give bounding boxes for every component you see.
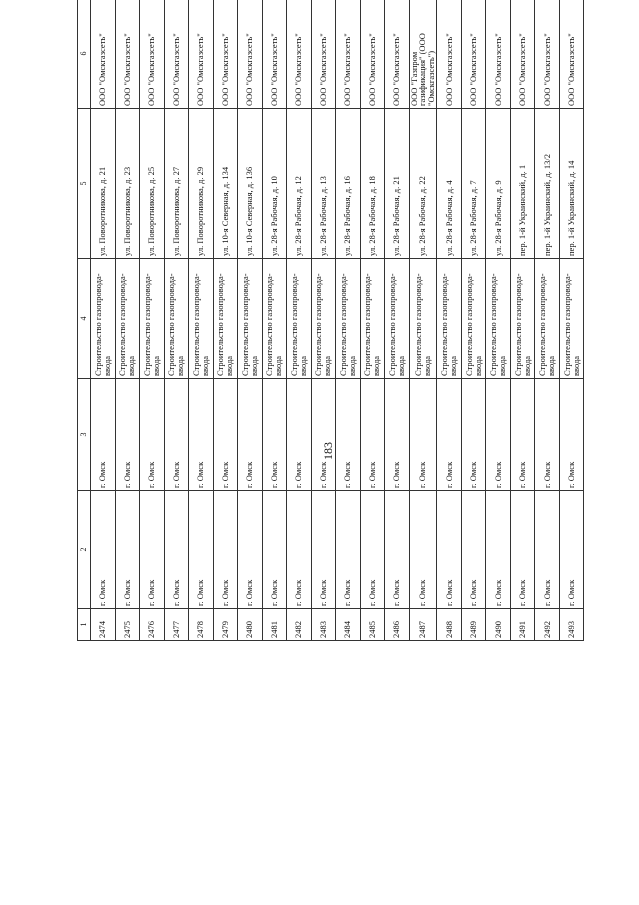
organization-cell: ООО "Омскгазсеть" [360,0,385,109]
city-cell: г. Омск [409,379,437,491]
row-number-cell: 2479 [213,609,238,641]
city-cell: г. Омск [535,379,560,491]
region-cell: г. Омск [115,491,140,609]
organization-cell: ООО "Омскгазсеть" [262,0,287,109]
column-header: 3 [78,379,91,491]
row-number-cell: 2490 [486,609,511,641]
row-number-cell: 2483 [311,609,336,641]
work-type-cell: Строительство газопровода-ввода [385,259,410,379]
organization-cell: ООО "Омскгазсеть" [238,0,263,109]
address-cell: ул. Поворотникова, д. 21 [91,109,116,259]
table-wrapper [77,0,615,641]
city-cell: г. Омск [336,379,361,491]
address-cell: ул. 28-я Рабочая, д. 18 [360,109,385,259]
address-cell: ул. Поворотникова, д. 25 [140,109,165,259]
region-cell: г. Омск [189,491,214,609]
region-cell: г. Омск [385,491,410,609]
address-cell: ул. 28-я Рабочая, д. 13 [311,109,336,259]
organization-cell: ООО "Омскгазсеть" [140,0,165,109]
organization-cell: ООО "Омскгазсеть" [287,0,312,109]
work-type-cell: Строительство газопровода-ввода [262,259,287,379]
column-header: 4 [78,259,91,379]
column-header: 5 [78,109,91,259]
row-number-cell: 2487 [409,609,437,641]
region-cell: г. Омск [164,491,189,609]
work-type-cell: Строительство газопровода-ввода [238,259,263,379]
city-cell: г. Омск [287,379,312,491]
row-number-cell: 2482 [287,609,312,641]
table-row [510,0,535,641]
table-row [437,0,462,641]
row-number-cell: 2484 [336,609,361,641]
row-number-cell: 2476 [140,609,165,641]
row-number-cell: 2488 [437,609,462,641]
organization-cell: ООО "Омскгазсеть" [164,0,189,109]
organization-cell: ООО "Омскгазсеть" [91,0,116,109]
work-type-cell: Строительство газопровода-ввода [189,259,214,379]
city-cell: г. Омск [140,379,165,491]
table-row [385,0,410,641]
city-cell: г. Омск [238,379,263,491]
row-number-cell: 2493 [559,609,584,641]
column-header: 1 [78,609,91,641]
region-cell: г. Омск [336,491,361,609]
work-type-cell: Строительство газопровода-ввода [409,259,437,379]
row-number-cell: 2474 [91,609,116,641]
row-number-cell: 2478 [189,609,214,641]
work-type-cell: Строительство газопровода-ввода [535,259,560,379]
row-number-cell: 2480 [238,609,263,641]
organization-cell: ООО "Омскгазсеть" [213,0,238,109]
table-row [535,0,560,641]
city-cell: г. Омск [360,379,385,491]
row-number-cell: 2492 [535,609,560,641]
address-cell: ул. Поворотникова, д. 29 [189,109,214,259]
work-type-cell: Строительство газопровода-ввода [360,259,385,379]
rotated-table-area [77,33,615,832]
region-cell: г. Омск [461,491,486,609]
city-cell: г. Омск [559,379,584,491]
city-cell: г. Омск [385,379,410,491]
gasification-table [77,0,584,641]
table-row [91,0,116,641]
table-row [461,0,486,641]
city-cell: г. Омск [437,379,462,491]
table-row [140,0,165,641]
work-type-cell: Строительство газопровода-ввода [336,259,361,379]
table-row [486,0,511,641]
table-row [164,0,189,641]
work-type-cell: Строительство газопровода-ввода [164,259,189,379]
city-cell: г. Омск [510,379,535,491]
table-row [311,0,336,641]
city-cell: г. Омск [213,379,238,491]
address-cell: ул. 28-я Рабочая, д. 12 [287,109,312,259]
row-number-cell: 2481 [262,609,287,641]
table-row [213,0,238,641]
region-cell: г. Омск [140,491,165,609]
address-cell: ул. 28-я Рабочая, д. 9 [486,109,511,259]
organization-cell: ООО "Омскгазсеть" [189,0,214,109]
address-cell: ул. 28-я Рабочая, д. 10 [262,109,287,259]
work-type-cell: Строительство газопровода-ввода [115,259,140,379]
region-cell: г. Омск [213,491,238,609]
organization-cell: ООО "Омскгазсеть" [115,0,140,109]
address-cell: ул. 10-я Северная, д. 134 [213,109,238,259]
table-row [189,0,214,641]
organization-cell: ООО "Омскгазсеть" [311,0,336,109]
organization-cell: ООО "Омскгазсеть" [535,0,560,109]
address-cell: ул. 28-я Рабочая, д. 22 [409,109,437,259]
city-cell: г. Омск [486,379,511,491]
row-number-cell: 2486 [385,609,410,641]
city-cell: г. Омск [115,379,140,491]
work-type-cell: Строительство газопровода-ввода [559,259,584,379]
address-cell: ул. 28-я Рабочая, д. 16 [336,109,361,259]
table-row [238,0,263,641]
row-number-cell: 2485 [360,609,385,641]
header-row [78,0,91,641]
table-row [336,0,361,641]
row-number-cell: 2489 [461,609,486,641]
organization-cell: ООО "Омскгазсеть" [559,0,584,109]
work-type-cell: Строительство газопровода-ввода [461,259,486,379]
table-row [409,0,437,641]
region-cell: г. Омск [535,491,560,609]
region-cell: г. Омск [559,491,584,609]
table-row [559,0,584,641]
organization-cell: ООО "Омскгазсеть" [486,0,511,109]
city-cell: г. Омск [311,379,336,491]
address-cell: ул. 10-я Северная, д. 136 [238,109,263,259]
address-cell: ул. 28-я Рабочая, д. 21 [385,109,410,259]
region-cell: г. Омск [486,491,511,609]
organization-cell: ООО "Омскгазсеть" [385,0,410,109]
region-cell: г. Омск [262,491,287,609]
work-type-cell: Строительство газопровода-ввода [486,259,511,379]
city-cell: г. Омск [189,379,214,491]
work-type-cell: Строительство газопровода-ввода [437,259,462,379]
region-cell: г. Омск [437,491,462,609]
region-cell: г. Омск [360,491,385,609]
column-header: 6 [78,0,91,109]
page-number: 183 [321,442,335,460]
table-row [115,0,140,641]
region-cell: г. Омск [311,491,336,609]
organization-cell: ООО "Омскгазсеть" [510,0,535,109]
address-cell: ул. 28-я Рабочая, д. 4 [437,109,462,259]
table-body [91,0,584,641]
address-cell: ул. 28-я Рабочая, д. 7 [461,109,486,259]
address-cell: пер. 1-й Украинский, д. 1 [510,109,535,259]
table-row [262,0,287,641]
address-cell: пер. 1-й Украинский, д. 13/2 [535,109,560,259]
row-number-cell: 2477 [164,609,189,641]
region-cell: г. Омск [287,491,312,609]
work-type-cell: Строительство газопровода-ввода [213,259,238,379]
region-cell: г. Омск [238,491,263,609]
address-cell: ул. Поворотникова, д. 23 [115,109,140,259]
work-type-cell: Строительство газопровода-ввода [311,259,336,379]
work-type-cell: Строительство газопровода-ввода [510,259,535,379]
work-type-cell: Строительство газопровода-ввода [140,259,165,379]
organization-cell: ООО "Омскгазсеть" [461,0,486,109]
column-header: 2 [78,491,91,609]
region-cell: г. Омск [510,491,535,609]
address-cell: пер. 1-й Украинский, д. 14 [559,109,584,259]
city-cell: г. Омск [91,379,116,491]
city-cell: г. Омск [262,379,287,491]
organization-cell: ООО "Газпром газификация" (ООО "Омскгазсеть") [409,0,437,109]
table-row [360,0,385,641]
row-number-cell: 2491 [510,609,535,641]
organization-cell: ООО "Омскгазсеть" [336,0,361,109]
table-row [287,0,312,641]
region-cell: г. Омск [91,491,116,609]
work-type-cell: Строительство газопровода-ввода [287,259,312,379]
address-cell: ул. Поворотникова, д. 27 [164,109,189,259]
region-cell: г. Омск [409,491,437,609]
organization-cell: ООО "Омскгазсеть" [437,0,462,109]
city-cell: г. Омск [461,379,486,491]
work-type-cell: Строительство газопровода-ввода [91,259,116,379]
row-number-cell: 2475 [115,609,140,641]
city-cell: г. Омск [164,379,189,491]
